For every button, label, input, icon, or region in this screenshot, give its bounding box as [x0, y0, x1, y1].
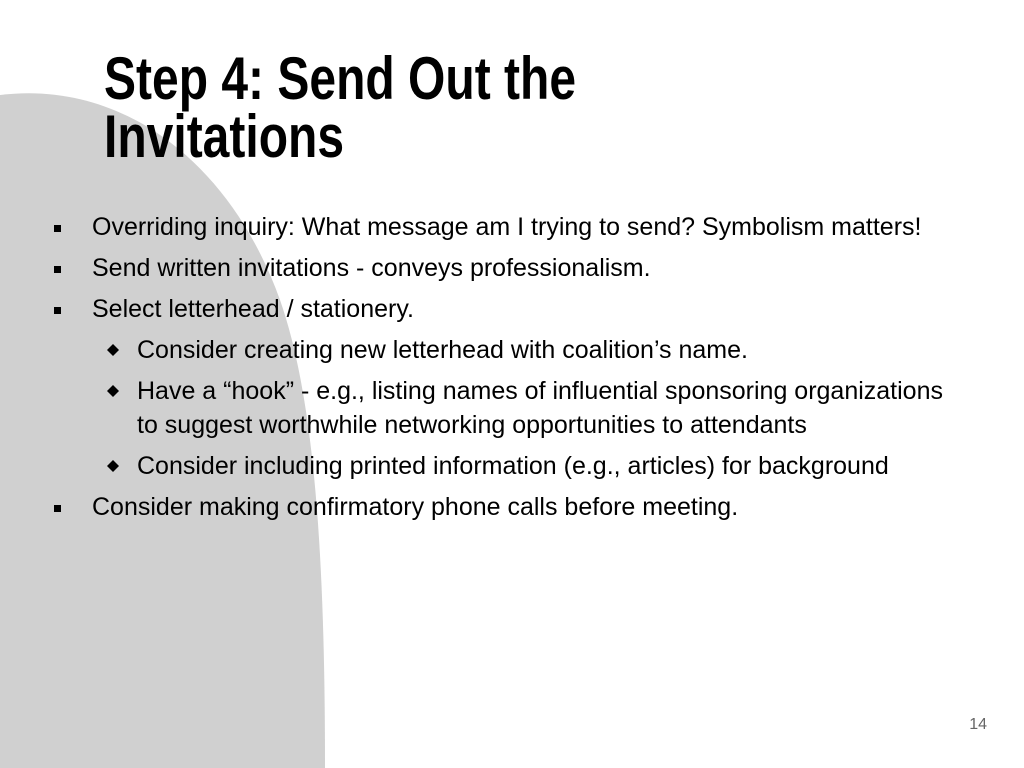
diamond-bullet-icon	[107, 460, 119, 472]
list-item-text: Have a “hook” - e.g., listing names of influential sponsoring organizations to suggest worthwhile networking opportunities to attendants	[137, 377, 943, 439]
list-item-text: Consider creating new letterhead with coalition’s name.	[137, 336, 748, 364]
slide-title-line-2: Invitations	[104, 103, 345, 170]
square-bullet-icon	[54, 266, 61, 273]
list-item-text: Consider including printed information (e.g., articles) for background	[137, 452, 889, 480]
square-bullet-icon	[54, 307, 61, 314]
list-subitem	[0, 449, 957, 483]
slide-title	[104, 45, 712, 170]
list-item	[0, 251, 952, 285]
diamond-bullet-icon	[107, 344, 119, 356]
list-item	[0, 292, 952, 326]
square-bullet-icon	[54, 225, 61, 232]
list-subitem	[0, 333, 957, 367]
list-item-text: Select letterhead / stationery.	[92, 295, 414, 323]
slide-title-line-1: Step 4: Send Out the	[104, 45, 577, 112]
square-bullet-icon	[54, 505, 61, 512]
list-item-text: Send written invitations - conveys professionalism.	[92, 254, 651, 282]
list-item	[0, 210, 952, 244]
list-subitem	[0, 374, 957, 442]
page-number: 14	[969, 716, 987, 733]
list-item	[0, 490, 952, 524]
bullet-list	[0, 210, 1024, 531]
list-item-text: Consider making confirmatory phone calls before meeting.	[92, 493, 739, 521]
list-item-text: Overriding inquiry: What message am I trying to send? Symbolism matters!	[92, 213, 922, 241]
diamond-bullet-icon	[107, 385, 119, 397]
